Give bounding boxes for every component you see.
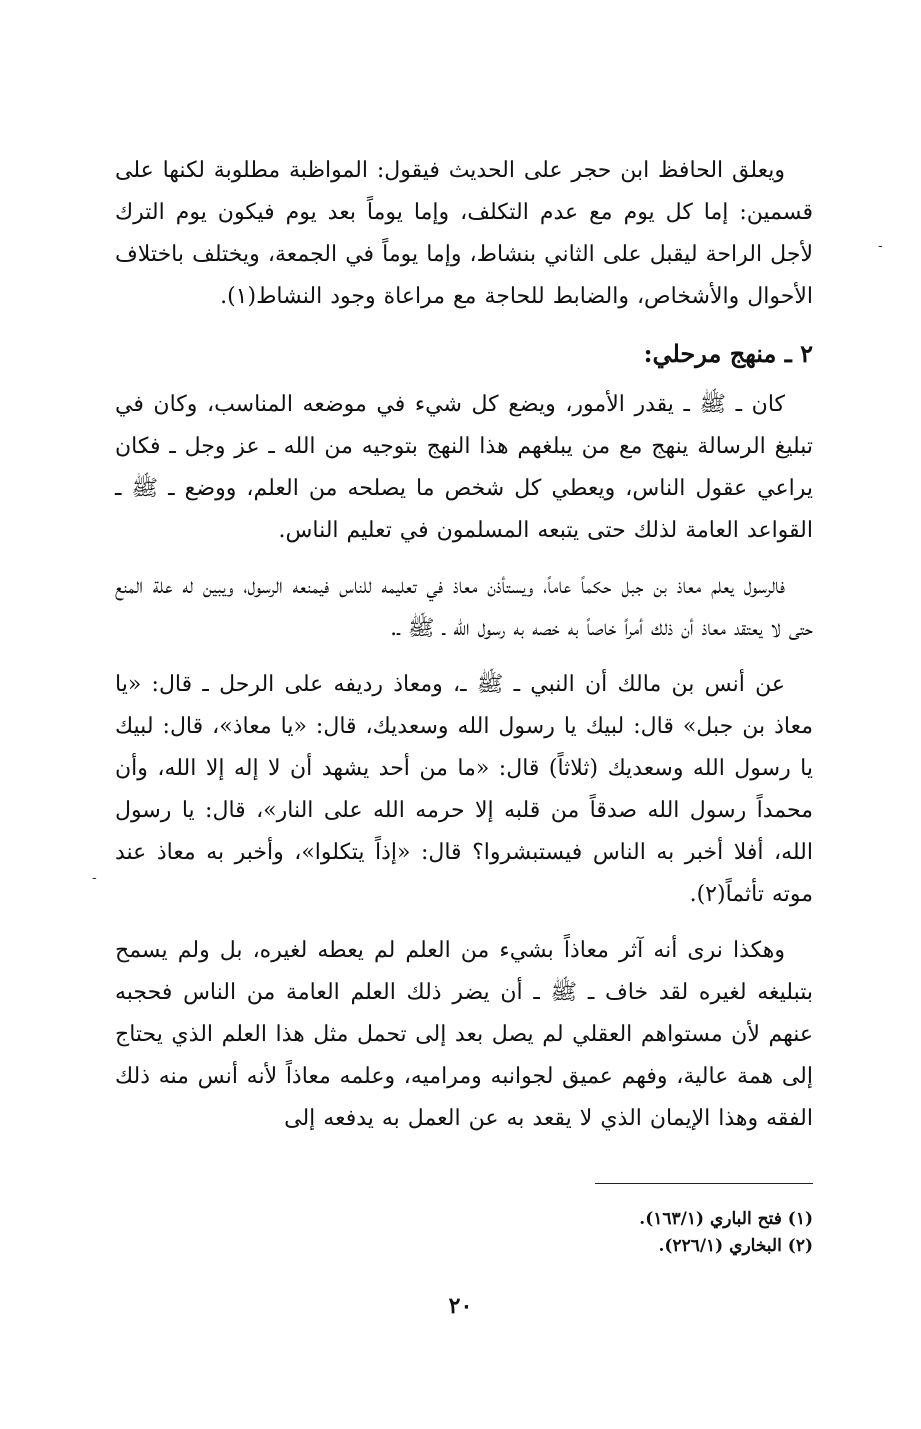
paragraph-ibn-hajar-comment: ويعلق الحافظ ابن حجر على الحديث فيقول: المواظبة مطلوبة لكنها على قسمين: إما كل يوم مع عدم التكلف، وإما يوماً بعد يوم فيكون يوم الترك لأجل الراحة ليقبل على الثاني بنشاط، وإما يوماً في الجمعة، ويختلف باختلاف الأحوال والأشخاص، والضابط للحاجة مع مراعاة وجود النشاط(١). bbox=[115, 158, 813, 309]
footnote-1: (١) فتح الباري (١٦٣/١). bbox=[639, 1209, 813, 1229]
page-body bbox=[115, 150, 813, 1154]
page-number: ٢٠ bbox=[448, 1293, 473, 1319]
paragraph-prophet-method: كان ـ ﷺ ـ يقدر الأمور، ويضع كل شيء في موضعه المناسب، وكان في تبليغ الرسالة ينهج مع من يبلغهم هذا النهج بتوجيه من الله ـ عز وجل ـ فكان يراعي عقول الناس، ويعطي كل شخص ما يصلحه من العلم، ووضع ـ ﷺ ـ القواعد العامة لذلك حتى يتبعه المسلمون في تعليم الناس. bbox=[115, 392, 813, 543]
paragraph-conclusion: وهكذا نرى أنه آثر معاذاً بشيء من العلم لم يعطه لغيره، بل ولم يسمح بتبليغه لغيره لقد خاف ـ ﷺ ـ أن يضر ذلك العلم العامة من الناس فحجبه عنهم لأن مستواهم العقلي لم يصل بعد إلى تحمل مثل هذا العلم الذي يحتاج إلى همة عالية، وفهم عميق لجوانبه ومراميه، وعلمه معاذاً لأنه أنس منه ذلك الفقه وهذا الإيمان الذي لا يقعد به عن العمل به يدفعه إلى bbox=[115, 938, 813, 1131]
footnotes bbox=[500, 1206, 813, 1260]
margin-mark: - bbox=[92, 870, 97, 886]
paragraph-hadith-anas: عن أنس بن مالك أن النبي ـ ﷺ ـ، ومعاذ رديفه على الرحل ـ قال: «يا معاذ بن جبل» قال: لبيك يا رسول الله وسعديك، قال: «يا معاذ»، قال: لبيك يا رسول الله وسعديك (ثلاثاً) قال: «ما من أحد يشهد أن لا إله إلا الله، وأن محمداً رسول الله صدقاً من قلبه إلا حرمه الله على النار»، قال: يا رسول الله، أفلا أخبر به الناس فيستبشروا؟ قال: «إذاً يتكلوا»، وأخبر به معاذ عند موته تأثماً(٢). bbox=[115, 672, 813, 907]
section-heading: ٢ ـ منهج مرحلي: bbox=[643, 339, 813, 368]
margin-mark: - bbox=[878, 238, 883, 254]
paragraph-muadh-teaching: فالرسول يعلم معاذ بن جبل حكماً عاماً، ويستأذن معاذ في تعليمه للناس فيمنعه الرسول، ويبين له علة المنع حتى لا يعتقد معاذ أن ذلك أمراً خاصاً به خصه به رسول الله ـ ﷺ ـ. bbox=[115, 574, 813, 641]
footnote-divider bbox=[595, 1183, 813, 1184]
footnote-2: (٢) البخاري (٢٢٦/١). bbox=[658, 1236, 813, 1256]
